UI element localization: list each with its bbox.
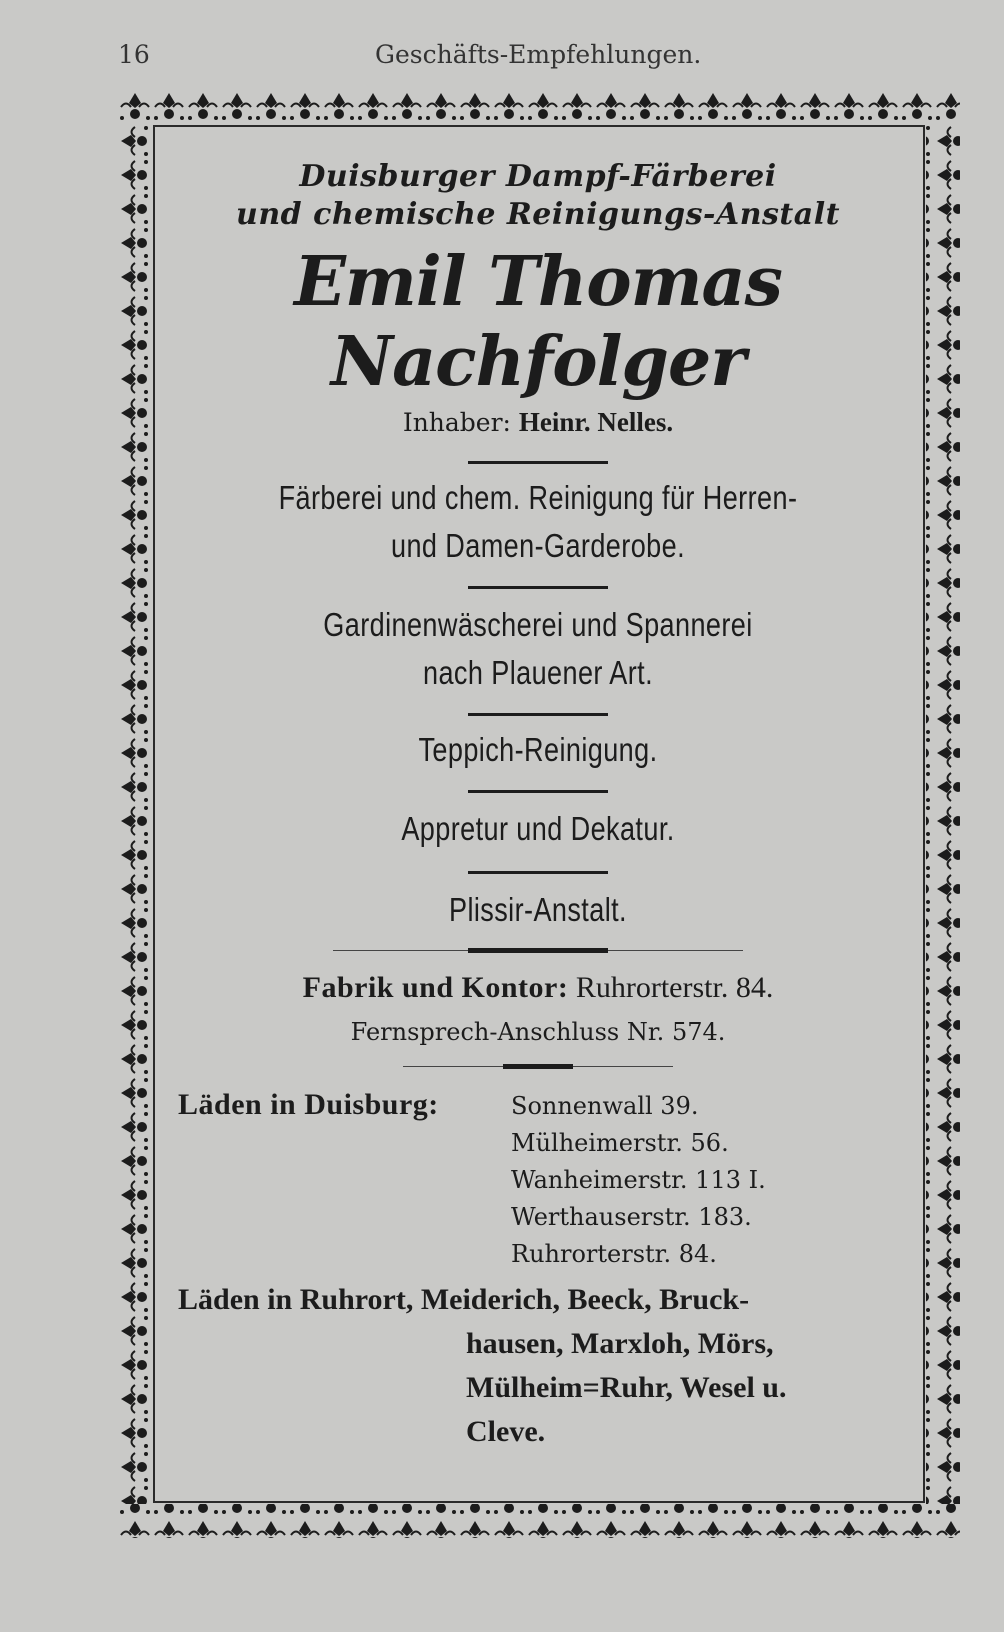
other-shops-line: Läden in Ruhrort, Meiderich, Beeck, Bruck-: [178, 1283, 750, 1316]
running-title: Geschäfts-Empfehlungen.: [375, 40, 702, 69]
service-line: und Damen-Garderobe.: [391, 527, 685, 564]
owner-name: Heinr. Nelles.: [518, 407, 674, 437]
service-line: Gardinenwäscherei und Spannerei: [323, 606, 753, 643]
shop-address: Sonnenwall 39.: [511, 1092, 699, 1120]
section-divider: [333, 948, 743, 954]
other-shops-line: Cleve.: [466, 1415, 546, 1448]
shop-address: Ruhrorterstr. 84.: [511, 1240, 717, 1268]
business-type-line: Duisburger Dampf-Färberei: [299, 159, 777, 194]
shop-address: Werthauserstr. 183.: [511, 1203, 752, 1231]
service-line: Teppich-Reinigung.: [418, 731, 658, 768]
ad-content: [158, 150, 918, 1458]
service-line: Appretur und Dekatur.: [401, 810, 675, 847]
shops-list: [511, 1088, 766, 1273]
service-line: Plissir-Anstalt.: [449, 891, 627, 928]
ornamental-frame: [118, 90, 960, 1538]
factory-line: [158, 966, 918, 1010]
service-line: nach Plauener Art.: [422, 654, 654, 691]
other-shops: [158, 1278, 918, 1458]
section-divider: [403, 1064, 673, 1070]
duisburg-shops: [158, 1088, 918, 1278]
firm-name: Emil Thomas Nachfolger: [294, 242, 782, 402]
shop-address: Wanheimerstr. 113 I.: [511, 1166, 766, 1194]
owner-label: Inhaber:: [402, 408, 511, 437]
factory-label: Fabrik und Kontor:: [302, 971, 569, 1004]
shop-address: Mülheimerstr. 56.: [511, 1129, 729, 1157]
page-number: 16: [118, 40, 150, 69]
service-line: Färberei und chem. Reinigung für Herren-: [278, 479, 798, 516]
phone-line: Fernsprech-Anschluss Nr. 574.: [350, 1018, 726, 1046]
owner-line: [158, 406, 918, 439]
other-shops-line: hausen, Marxloh, Mörs,: [466, 1327, 774, 1360]
page-header: [0, 40, 1004, 80]
other-shops-line: Mülheim=Ruhr, Wesel u.: [466, 1371, 787, 1404]
shops-label: Läden in Duisburg:: [178, 1088, 439, 1121]
business-subtype-line: und chemische Reinigungs-Anstalt: [236, 197, 840, 232]
factory-address: Ruhrorterstr. 84.: [575, 971, 774, 1004]
